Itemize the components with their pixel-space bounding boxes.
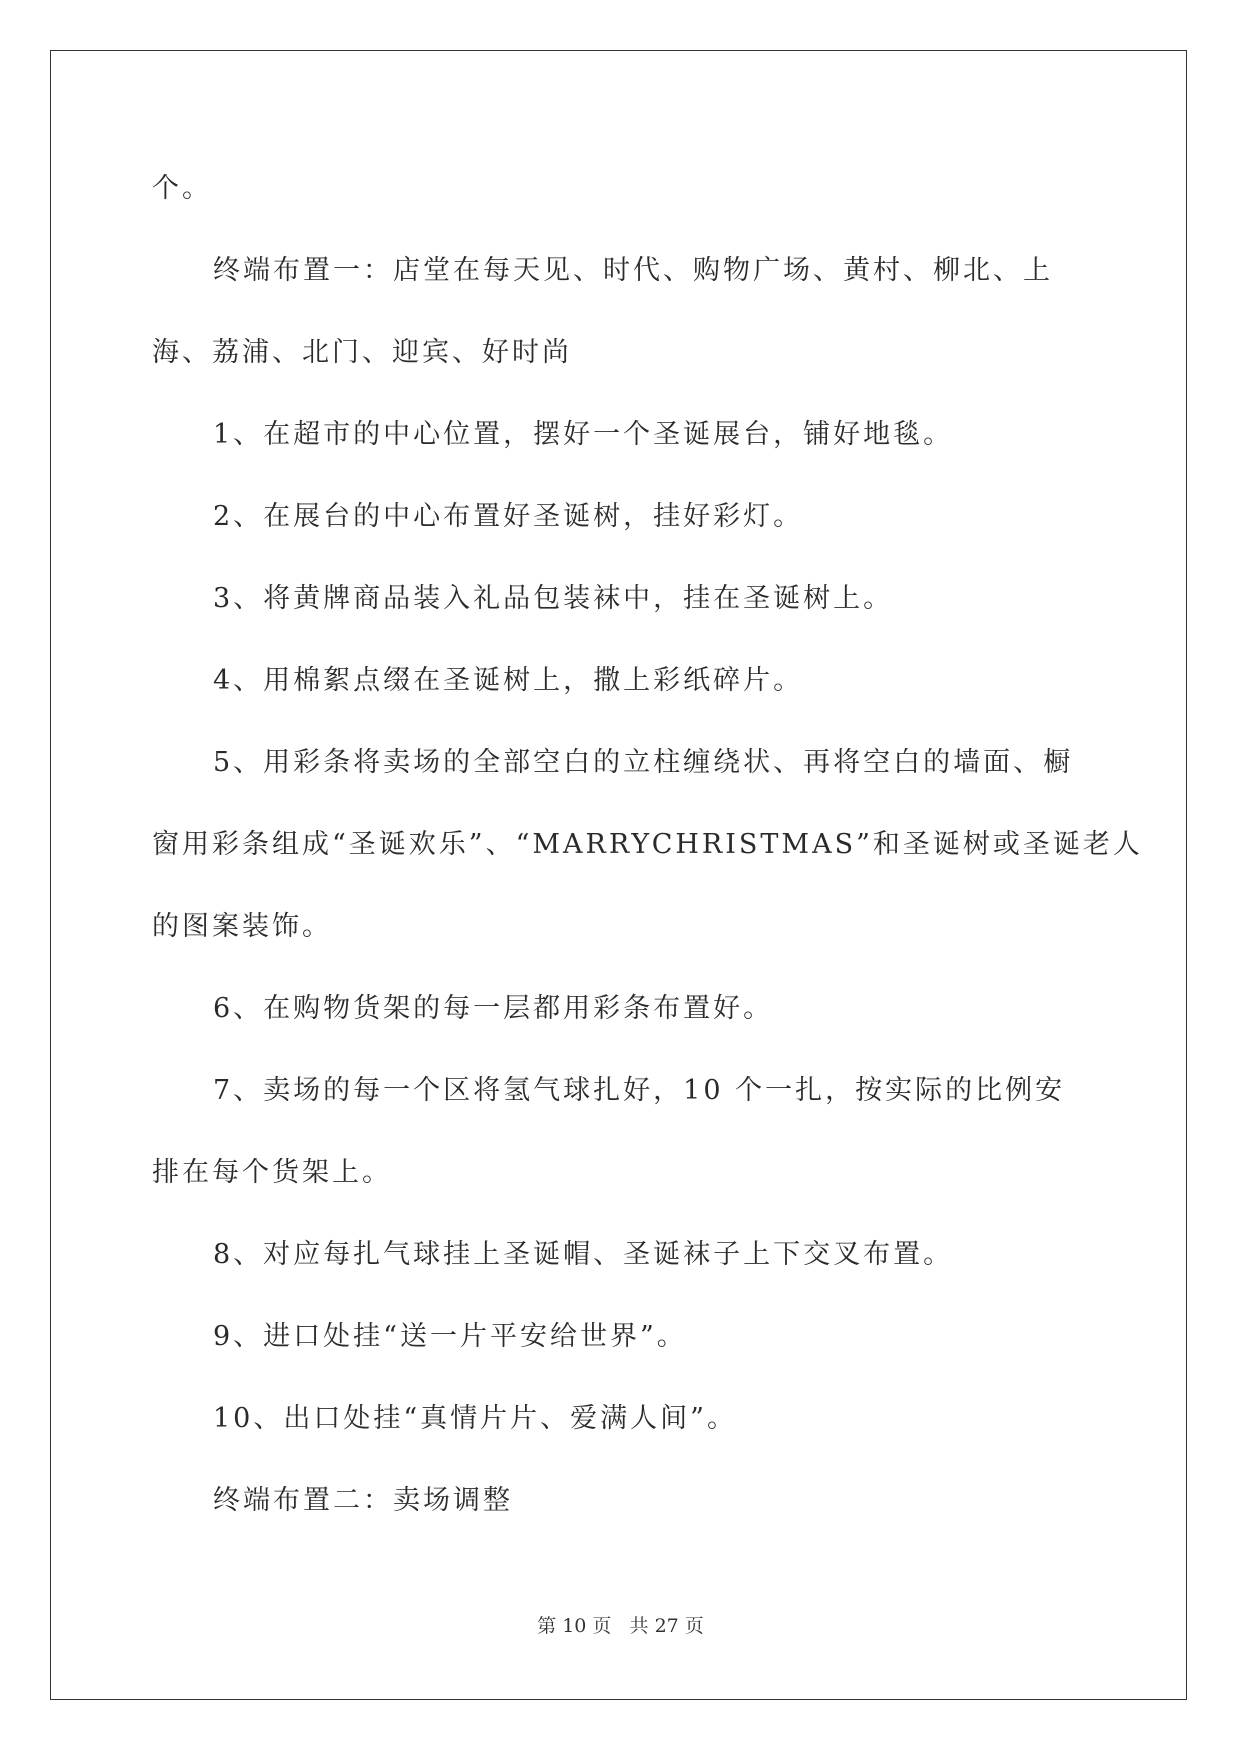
page-footer bbox=[0, 1614, 1241, 1638]
document-body bbox=[152, 148, 1143, 1542]
paragraph-line: 窗用彩条组成“圣诞欢乐”、“MARRYCHRISTMAS”和圣诞树或圣诞老人 bbox=[152, 829, 1143, 860]
paragraph-line: 5、用彩条将卖场的全部空白的立柱缠绕状、再将空白的墙面、橱 bbox=[213, 747, 1074, 778]
paragraph-line: 个。 bbox=[152, 173, 212, 204]
paragraph-line: 终端布置二：卖场调整 bbox=[213, 1485, 513, 1516]
paragraph-line: 2、在展台的中心布置好圣诞树，挂好彩灯。 bbox=[213, 501, 804, 532]
paragraph-line: 的图案装饰。 bbox=[152, 911, 332, 942]
paragraph-line: 4、用棉絮点缀在圣诞树上，撒上彩纸碎片。 bbox=[213, 665, 804, 696]
paragraph-line: 1、在超市的中心位置，摆好一个圣诞展台，铺好地毯。 bbox=[213, 419, 954, 450]
paragraph-line: 终端布置一：店堂在每天见、时代、购物广场、黄村、柳北、上 bbox=[213, 255, 1053, 286]
paragraph-line: 3、将黄牌商品装入礼品包装袜中，挂在圣诞树上。 bbox=[213, 583, 894, 614]
paragraph-line: 9、进口处挂“送一片平安给世界”。 bbox=[213, 1321, 687, 1352]
page-number-label: 第 10 页 共 27 页 bbox=[537, 1615, 704, 1637]
paragraph-line: 8、对应每扎气球挂上圣诞帽、圣诞袜子上下交叉布置。 bbox=[213, 1239, 954, 1270]
paragraph-line: 6、在购物货架的每一层都用彩条布置好。 bbox=[213, 993, 774, 1024]
paragraph-line: 10、出口处挂“真情片片、爱满人间”。 bbox=[213, 1403, 737, 1434]
paragraph-line: 排在每个货架上。 bbox=[152, 1157, 392, 1188]
paragraph-line: 海、荔浦、北门、迎宾、好时尚 bbox=[152, 337, 572, 368]
paragraph-line: 7、卖场的每一个区将氢气球扎好，10 个一扎，按实际的比例安 bbox=[213, 1075, 1066, 1106]
